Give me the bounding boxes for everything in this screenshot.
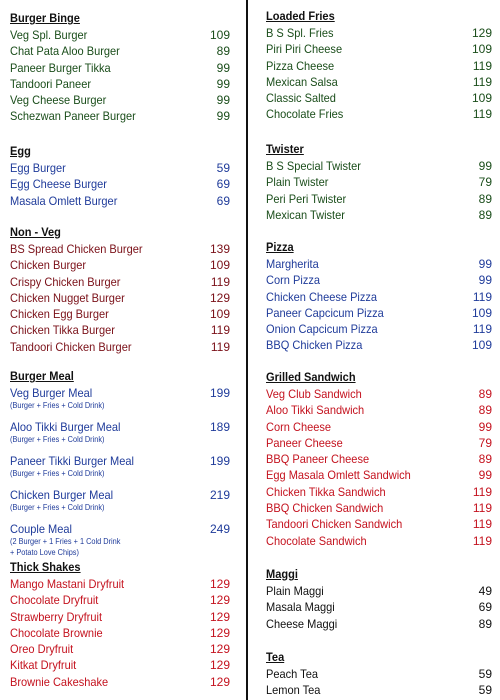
item-description: (Burger + Fries + Cold Drink) [10, 435, 105, 444]
item-name: Couple Meal [10, 522, 72, 536]
item-name: BBQ Chicken Pizza [266, 338, 363, 353]
item-price: 109 [209, 258, 230, 273]
section-non-veg [10, 224, 230, 355]
section-title: Twister [266, 142, 304, 156]
menu-item [10, 290, 230, 306]
menu-item [266, 256, 492, 272]
item-name: Chicken Nugget Burger [10, 290, 125, 305]
menu-item [10, 306, 230, 322]
item-price: 89 [478, 191, 492, 206]
item-name: Aloo Tikki Sandwich [266, 403, 365, 418]
item-price: 119 [472, 517, 492, 532]
menu-item [10, 385, 230, 419]
section-title: Egg [10, 144, 31, 158]
section-title: Maggi [266, 567, 298, 581]
menu-item [266, 321, 492, 337]
section-title: Pizza [266, 240, 294, 254]
menu-item [266, 174, 492, 190]
item-description: + Potato Love Chips) [10, 548, 79, 557]
item-price: 99 [478, 468, 492, 483]
menu-item [10, 674, 230, 690]
item-name: Chat Pata Aloo Burger [10, 44, 120, 59]
item-price: 109 [471, 305, 492, 320]
item-price: 59 [478, 683, 492, 698]
menu-item [266, 25, 492, 41]
menu-item [266, 402, 492, 418]
item-name: Egg Masala Omlett Sandwich [266, 468, 411, 483]
item-name: B S Special Twister [266, 159, 361, 173]
item-price: 129 [209, 674, 230, 689]
item-price: 119 [210, 274, 230, 289]
menu-item [10, 27, 230, 43]
item-name: Classic Salted [266, 91, 336, 106]
section-twister [266, 141, 492, 223]
item-price: 89 [478, 616, 492, 631]
item-name: B S Spl. Fries [266, 26, 334, 40]
menu-item [266, 207, 492, 223]
menu-item [10, 609, 230, 625]
menu-item [266, 533, 492, 549]
menu-item [10, 76, 230, 92]
item-name: Brownie Cakeshake [10, 674, 109, 689]
item-name: Paneer Burger Tikka [10, 60, 111, 75]
item-name: BBQ Paneer Cheese [266, 452, 370, 467]
item-name: Chicken Cheese Pizza [266, 289, 378, 304]
menu-item [266, 484, 492, 500]
item-price: 69 [216, 193, 230, 208]
item-price: 109 [209, 307, 230, 322]
section-burger-meal [10, 368, 230, 567]
section-title: Thick Shakes [10, 560, 81, 574]
item-price: 119 [472, 501, 492, 516]
item-price: 119 [472, 484, 492, 499]
section-title: Tea [266, 650, 285, 664]
item-name: Kitkat Dryfruit [10, 658, 77, 673]
item-price: 189 [209, 420, 230, 434]
item-name: Plain Maggi [266, 584, 324, 598]
menu-item [10, 60, 230, 76]
item-name: Veg Burger Meal [10, 386, 93, 400]
item-name: Paneer Tikki Burger Meal [10, 454, 134, 468]
menu-item [266, 500, 492, 516]
item-price: 139 [209, 242, 230, 256]
item-name: Chicken Burger Meal [10, 488, 114, 502]
menu-item [10, 487, 230, 521]
item-price: 129 [209, 609, 230, 624]
section-burger-binge [10, 10, 230, 125]
item-price: 99 [478, 273, 492, 288]
menu-item [10, 641, 230, 657]
item-name: BS Spread Chicken Burger [10, 242, 143, 256]
menu-item [266, 516, 492, 532]
item-name: Chicken Egg Burger [10, 307, 109, 322]
item-name: Peri Peri Twister [266, 191, 347, 206]
menu-item [10, 241, 230, 257]
item-name: Peach Tea [266, 667, 318, 681]
menu-item [266, 682, 492, 698]
item-name: Strawberry Dryfruit [10, 609, 103, 624]
item-price: 109 [471, 338, 492, 353]
item-name: BBQ Chicken Sandwich [266, 501, 384, 516]
item-price: 129 [209, 577, 230, 591]
menu-item [10, 657, 230, 673]
menu-right-column [250, 0, 500, 700]
menu-item [10, 339, 230, 355]
item-price: 99 [216, 109, 230, 124]
item-price: 129 [209, 593, 230, 608]
item-name: Pizza Cheese [266, 58, 335, 73]
item-price: 119 [472, 533, 492, 548]
menu-item [266, 666, 492, 682]
section-title: Loaded Fries [266, 9, 335, 23]
item-price: 109 [471, 91, 492, 106]
menu-item [10, 43, 230, 59]
item-price: 119 [472, 289, 492, 304]
section-title: Burger Meal [10, 369, 74, 383]
menu-item [266, 467, 492, 483]
menu-item [266, 90, 492, 106]
menu-item [266, 583, 492, 599]
menu-item [10, 419, 230, 453]
menu-left-column [0, 0, 244, 700]
item-price: 199 [209, 386, 230, 400]
menu-item [266, 305, 492, 321]
menu-item [266, 616, 492, 632]
item-name: Cheese Maggi [266, 616, 338, 631]
menu-item [266, 41, 492, 57]
item-price: 89 [216, 44, 230, 59]
item-name: Masala Omlett Burger [10, 193, 118, 208]
item-name: Tandoori Chicken Burger [10, 339, 132, 354]
menu-item [10, 92, 230, 108]
item-price: 89 [478, 207, 492, 222]
item-price: 249 [209, 522, 230, 536]
section-title: Grilled Sandwich [266, 370, 356, 384]
item-description: (Burger + Fries + Cold Drink) [10, 503, 105, 512]
item-name: Chocolate Dryfruit [10, 593, 99, 608]
item-price: 129 [209, 625, 230, 640]
item-name: Aloo Tikki Burger Meal [10, 420, 121, 434]
item-name: Chocolate Sandwich [266, 533, 367, 548]
item-description: (2 Burger + 1 Fries + 1 Cold Drink [10, 537, 121, 546]
menu-item [266, 435, 492, 451]
item-price: 129 [209, 658, 230, 673]
item-price: 59 [216, 161, 230, 175]
section-tea [266, 649, 492, 699]
section-grilled-sandwich [266, 369, 492, 549]
item-name: Schezwan Paneer Burger [10, 109, 136, 124]
item-price: 199 [209, 454, 230, 468]
menu-item [10, 257, 230, 273]
section-title: Burger Binge [10, 11, 80, 25]
item-name: Chocolate Fries [266, 107, 344, 122]
item-name: Chicken Tikka Burger [10, 323, 115, 338]
item-price: 109 [471, 42, 492, 57]
item-name: Lemon Tea [266, 683, 321, 698]
section-loaded-fries [266, 8, 492, 123]
item-price: 79 [478, 435, 492, 450]
menu-item [10, 453, 230, 487]
item-price: 99 [478, 159, 492, 173]
item-name: Crispy Chicken Burger [10, 274, 121, 289]
item-price: 79 [478, 175, 492, 190]
item-price: 109 [209, 28, 230, 42]
item-price: 119 [472, 107, 492, 122]
menu-item [266, 289, 492, 305]
item-price: 119 [210, 339, 230, 354]
item-price: 99 [478, 419, 492, 434]
item-price: 89 [478, 387, 492, 401]
item-name: Veg Spl. Burger [10, 28, 88, 42]
item-name: Margherita [266, 257, 319, 271]
menu-item [10, 625, 230, 641]
menu-item [266, 419, 492, 435]
menu-item [266, 191, 492, 207]
menu-item [266, 386, 492, 402]
item-price: 99 [216, 76, 230, 91]
section-thick-shakes [10, 559, 230, 690]
section-pizza [266, 239, 492, 354]
menu-item [10, 592, 230, 608]
item-name: Chocolate Brownie [10, 625, 103, 640]
menu-item [266, 74, 492, 90]
item-name: Masala Maggi [266, 600, 335, 615]
item-name: Egg Burger [10, 161, 66, 175]
item-price: 69 [216, 177, 230, 192]
menu-item [266, 272, 492, 288]
item-price: 119 [472, 322, 492, 337]
section-maggi [266, 566, 492, 632]
item-price: 129 [209, 290, 230, 305]
item-name: Veg Club Sandwich [266, 387, 362, 401]
item-name: Veg Cheese Burger [10, 93, 107, 108]
item-name: Onion Capcicum Pizza [266, 322, 378, 337]
item-price: 119 [210, 323, 230, 338]
menu-item [10, 576, 230, 592]
item-description: (Burger + Fries + Cold Drink) [10, 401, 105, 410]
item-price: 129 [471, 26, 492, 40]
item-name: Tandoori Paneer [10, 76, 92, 91]
menu-item [10, 274, 230, 290]
section-egg [10, 143, 230, 209]
menu-item [266, 599, 492, 615]
column-divider [246, 0, 248, 700]
item-price: 219 [209, 488, 230, 502]
menu-item [10, 176, 230, 192]
item-price: 59 [478, 667, 492, 681]
menu-item [266, 337, 492, 353]
item-name: Chicken Burger [10, 258, 87, 273]
item-name: Oreo Dryfruit [10, 642, 74, 657]
item-name: Egg Cheese Burger [10, 177, 107, 192]
menu-item [266, 451, 492, 467]
section-title: Non - Veg [10, 225, 61, 239]
item-name: Mexican Salsa [266, 74, 338, 89]
menu-item [10, 193, 230, 209]
item-description: (Burger + Fries + Cold Drink) [10, 469, 105, 478]
item-name: Paneer Cheese [266, 435, 343, 450]
item-name: Piri Piri Cheese [266, 42, 343, 57]
item-price: 89 [478, 403, 492, 418]
menu-item [266, 106, 492, 122]
menu-item [266, 158, 492, 174]
item-name: Mexican Twister [266, 207, 345, 222]
item-price: 119 [472, 58, 492, 73]
item-price: 129 [209, 642, 230, 657]
menu-item [10, 160, 230, 176]
item-price: 99 [478, 257, 492, 271]
item-name: Corn Pizza [266, 273, 320, 288]
item-price: 99 [216, 93, 230, 108]
menu-item [10, 108, 230, 124]
item-name: Mango Mastani Dryfruit [10, 577, 125, 591]
item-name: Corn Cheese [266, 419, 332, 434]
item-price: 89 [478, 452, 492, 467]
menu-item [266, 58, 492, 74]
item-name: Tandoori Chicken Sandwich [266, 517, 403, 532]
item-price: 69 [478, 600, 492, 615]
item-price: 119 [472, 74, 492, 89]
item-price: 49 [478, 584, 492, 598]
item-price: 99 [216, 60, 230, 75]
item-name: Plain Twister [266, 175, 329, 190]
item-name: Paneer Capcicum Pizza [266, 305, 384, 320]
menu-item [10, 322, 230, 338]
item-name: Chicken Tikka Sandwich [266, 484, 386, 499]
